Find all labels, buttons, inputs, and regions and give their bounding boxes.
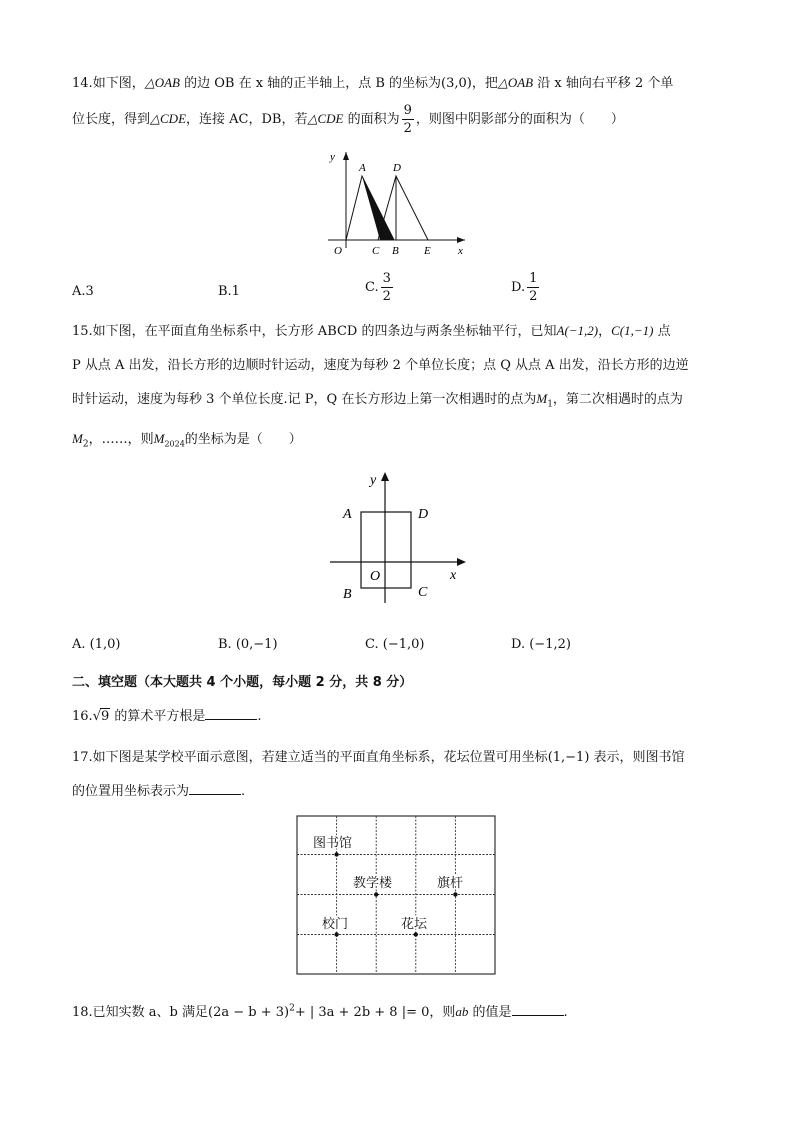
q15-option-a[interactable]: A. (1,0) bbox=[72, 637, 121, 652]
q15-option-d[interactable]: D. (−1,2) bbox=[511, 637, 571, 652]
q15-text: 时针运动，速度为每秒 3 个单位长度.记 P，Q 在长方形边上第一次相遇时的点为 bbox=[72, 392, 537, 407]
q18-ab: ab bbox=[455, 1004, 469, 1019]
label-a: A bbox=[343, 507, 352, 522]
fraction-denominator: 2 bbox=[403, 121, 412, 136]
q18-answer-blank[interactable] bbox=[512, 1003, 564, 1016]
q16-radicand: 9 bbox=[100, 709, 110, 724]
q15-m2: M bbox=[72, 431, 83, 446]
label-e: E bbox=[424, 245, 431, 257]
q15-option-c[interactable]: C. (−1,0) bbox=[365, 637, 425, 652]
q14-option-b[interactable]: B.1 bbox=[218, 284, 240, 299]
q15-line-1 bbox=[72, 320, 671, 339]
gate-label: 校门 bbox=[322, 916, 349, 931]
q14-triangle-cde: △CDE bbox=[150, 111, 187, 126]
q18-text: 18.已知实数 a、b 满足 bbox=[72, 1005, 209, 1020]
q18-text: ，则 bbox=[429, 1005, 456, 1020]
q18-expression-2: + | 3a + 2b + 8 |= 0 bbox=[294, 1005, 430, 1020]
garden-label: 花坛 bbox=[401, 916, 428, 931]
label-c: C bbox=[418, 585, 428, 600]
option-fraction bbox=[527, 272, 539, 303]
garden-dot bbox=[414, 932, 418, 936]
q15-line-4 bbox=[72, 428, 302, 450]
label-x: x bbox=[450, 568, 457, 583]
q15-m1-subscript: 1 bbox=[547, 399, 553, 410]
q15-text: 15.如下图，在平面直角坐标系中，长方形 ABCD 的四条边与两条坐标轴平行，已知 bbox=[72, 324, 557, 339]
q18-expression-1: (2a − b + 3) bbox=[208, 1005, 290, 1020]
q18-text: 的值是 bbox=[468, 1005, 512, 1020]
q15-m2024-subscript: 2024 bbox=[164, 439, 185, 449]
q15-text: 点 bbox=[653, 324, 671, 339]
q14-line-2 bbox=[72, 104, 624, 135]
x-axis-arrow-icon bbox=[457, 558, 466, 566]
label-d: D bbox=[418, 507, 429, 522]
q17-coord: (1,−1) bbox=[547, 750, 590, 765]
fraction-denominator: 2 bbox=[529, 289, 538, 304]
q14-text: 如下图， bbox=[92, 76, 145, 91]
flagpole-dot bbox=[453, 892, 457, 896]
fraction-denominator: 2 bbox=[382, 289, 391, 304]
q15-m1: M bbox=[536, 391, 548, 406]
option-fraction bbox=[381, 272, 393, 303]
q18-line bbox=[72, 1001, 568, 1020]
q17-end: . bbox=[241, 784, 246, 799]
q14-text: 的边 OB 在 x 轴的正半轴上，点 B 的坐标为 bbox=[179, 76, 442, 91]
q18-end: . bbox=[563, 1005, 568, 1020]
q14-area-fraction bbox=[402, 104, 414, 135]
q15-m2-subscript: 2 bbox=[82, 439, 89, 450]
option-prefix: D. bbox=[511, 280, 526, 295]
q14-coord-b: (3,0) bbox=[441, 76, 472, 91]
q15-point-c: C(1,−1) bbox=[611, 323, 654, 338]
q14-text: ，把 bbox=[471, 76, 498, 91]
q17-line-2 bbox=[72, 780, 245, 799]
section-2-title: 二、填空题（本大题共 4 个小题，每小题 2 分，共 8 分） bbox=[72, 675, 413, 690]
q15-text: ，第二次相遇时的点为 bbox=[552, 392, 683, 407]
q15-text: ， bbox=[598, 324, 612, 339]
q14-line-1 bbox=[72, 72, 673, 91]
q14-option-a[interactable]: A.3 bbox=[72, 284, 94, 299]
q15-point-a: A(−1,2) bbox=[556, 323, 599, 338]
q14-triangle-oab: △OAB bbox=[144, 75, 180, 90]
q14-text: ，则图中阴影部分的面积为（ ） bbox=[415, 112, 624, 127]
q14-text: ，连接 AC，DB，若 bbox=[186, 112, 308, 127]
label-y: y bbox=[370, 473, 377, 488]
q15-line-3 bbox=[72, 388, 683, 410]
q15-m2024: M bbox=[153, 431, 165, 446]
q18-exponent: 2 bbox=[289, 1003, 295, 1014]
option-prefix: C. bbox=[365, 280, 379, 295]
flagpole-label: 旗杆 bbox=[437, 875, 464, 890]
q15-option-b[interactable]: B. (0,−1) bbox=[218, 637, 278, 652]
rectangle-abcd bbox=[361, 512, 411, 588]
label-y: y bbox=[330, 151, 335, 163]
label-b: B bbox=[343, 587, 352, 602]
q16-answer-blank[interactable] bbox=[205, 707, 257, 720]
q14-figure bbox=[320, 148, 475, 260]
q14-triangle-oab: △OAB bbox=[497, 75, 534, 90]
fraction-numerator: 3 bbox=[382, 271, 391, 286]
fraction-numerator: 9 bbox=[403, 103, 412, 118]
label-o: O bbox=[334, 245, 342, 257]
q16-line bbox=[72, 705, 262, 724]
sqrt-symbol-icon: √ bbox=[92, 709, 101, 724]
q15-text: 的坐标为是（ ） bbox=[184, 432, 302, 447]
teaching-building-label: 教学楼 bbox=[353, 875, 393, 890]
library-dot bbox=[334, 852, 338, 856]
label-o: O bbox=[370, 569, 381, 584]
gate-dot bbox=[334, 932, 338, 936]
q16-end: . bbox=[257, 709, 262, 724]
q14-option-c[interactable] bbox=[365, 272, 395, 303]
q14-option-d[interactable] bbox=[511, 272, 541, 303]
q15-line-2: P 从点 A 出发，沿长方形的边顺时针运动，速度为每秒 2 个单位长度；点 Q 从点 A 出发，沿长方形的边逆 bbox=[72, 358, 689, 373]
q17-text: 表示，则图书馆 bbox=[589, 750, 685, 765]
y-axis-arrow-icon bbox=[381, 472, 389, 481]
teaching-building-dot bbox=[374, 892, 378, 896]
label-d: D bbox=[393, 162, 401, 174]
q14-triangle-cde: △CDE bbox=[307, 111, 344, 126]
q14-number: 14. bbox=[72, 76, 93, 91]
y-axis-arrow-icon bbox=[343, 152, 349, 160]
label-a: A bbox=[359, 162, 366, 174]
q17-text: 17.如下图是某学校平面示意图，若建立适当的平面直角坐标系，花坛位置可用坐标 bbox=[72, 750, 548, 765]
label-c: C bbox=[372, 245, 380, 257]
q14-text: 沿 x 轴向右平移 2 个单 bbox=[533, 76, 674, 91]
library-label: 图书馆 bbox=[313, 835, 353, 850]
x-axis-arrow-icon bbox=[457, 237, 465, 243]
q15-text: ，……，则 bbox=[88, 432, 154, 447]
q17-school-map bbox=[295, 814, 497, 978]
q14-text: 位长度，得到 bbox=[72, 112, 151, 127]
q16-text: 的算术平方根是 bbox=[110, 709, 206, 724]
label-b: B bbox=[392, 245, 399, 257]
fraction-numerator: 1 bbox=[529, 271, 538, 286]
q15-figure bbox=[328, 468, 473, 608]
q16-number: 16. bbox=[72, 709, 93, 724]
q17-text: 的位置用坐标表示为 bbox=[72, 784, 190, 799]
q14-text: 的面积为 bbox=[343, 112, 400, 127]
q17-answer-blank[interactable] bbox=[189, 782, 241, 795]
label-x: x bbox=[458, 245, 463, 257]
q17-line-1 bbox=[72, 746, 685, 765]
